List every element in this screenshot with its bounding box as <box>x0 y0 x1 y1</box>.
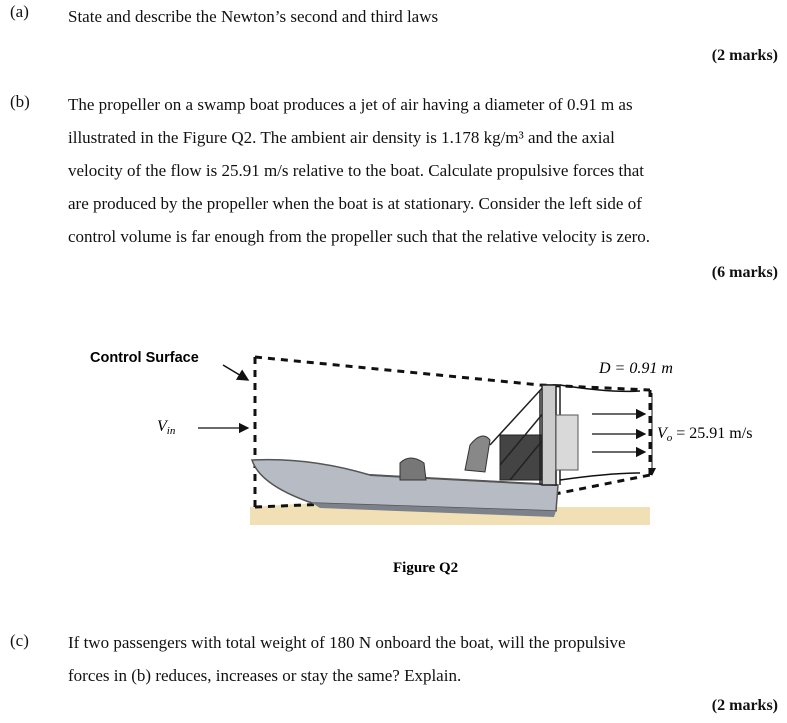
question-b-line-5: control volume is far enough from the propeller such that the relative velocity is zero. <box>68 227 651 246</box>
question-b-line-3: velocity of the flow is 25.91 m/s relative to the boat. Calculate propulsive forces that <box>68 161 644 180</box>
question-a-line: State and describe the Newton’s second and third laws <box>68 7 439 26</box>
question-c-line-1: If two passengers with total weight of 180 N onboard the boat, will the propulsive <box>68 633 626 652</box>
question-a-marks: (2 marks) <box>711 47 778 64</box>
question-c-label: (c) <box>10 631 29 650</box>
question-b-line-4: are produced by the propeller when the boat is at stationary. Consider the left side of <box>68 194 642 213</box>
question-b-label: (b) <box>10 92 30 111</box>
boat-seat-rear <box>465 436 490 472</box>
outlet-velocity-arrows <box>592 414 645 452</box>
control-surface-pointer <box>223 365 248 380</box>
v-out-label: Vo = 25.91 m/s <box>657 425 753 444</box>
question-c-line-2: forces in (b) reduces, increases or stay the same? Explain. <box>68 666 462 685</box>
boat-seat-front <box>400 458 426 480</box>
question-b-line-1: The propeller on a swamp boat produces a jet of air having a diameter of 0.91 m as <box>68 95 633 114</box>
question-b-line-2: illustrated in the Figure Q2. The ambient air density is 1.178 kg/m³ and the axial <box>68 128 615 147</box>
question-b-text <box>68 88 780 253</box>
v-in-label: Vin <box>157 418 176 437</box>
figure-caption: Figure Q2 <box>393 560 459 576</box>
question-c-marks: (2 marks) <box>711 697 778 714</box>
question-b-marks: (6 marks) <box>711 264 778 281</box>
diameter-label: D = 0.91 m <box>599 360 673 377</box>
question-a-text <box>68 0 780 33</box>
question-a-label: (a) <box>10 2 29 21</box>
figure-q2 <box>80 335 787 595</box>
control-surface-label: Control Surface <box>90 350 199 366</box>
propeller-housing <box>556 415 578 470</box>
question-c-text <box>68 626 780 692</box>
